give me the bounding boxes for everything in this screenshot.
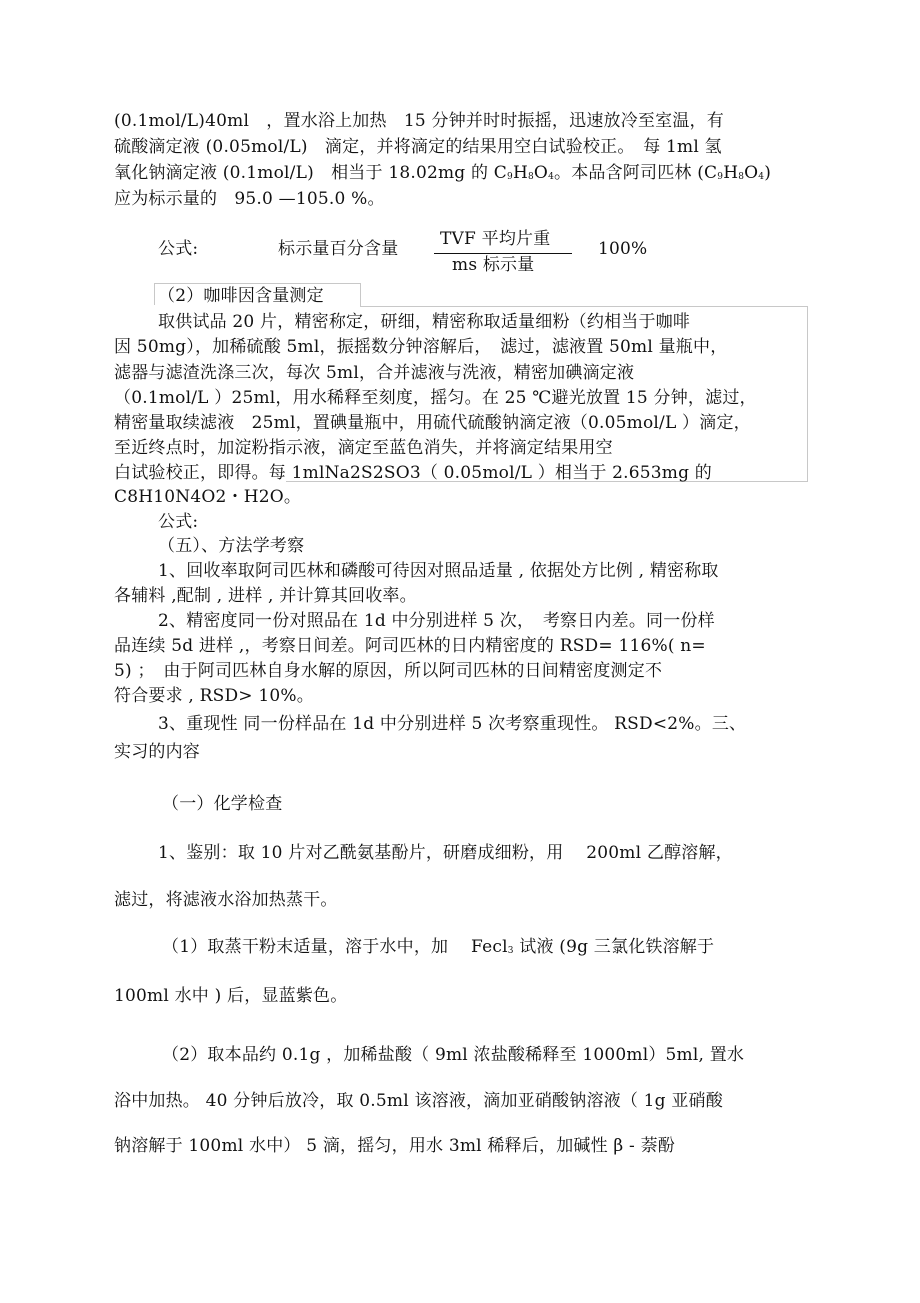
text-line: C8H10N4O2・H2O。: [114, 487, 302, 507]
box-rule: [360, 306, 808, 307]
text-run: 氧化钠滴定液 (0.1mol/L) 相当于 18.02mg 的 C: [114, 163, 508, 183]
box-rule: [154, 283, 360, 284]
text-line: 取供试品 20 片，精密称定，研细，精密称取适量细粉（约相当于咖啡: [158, 312, 691, 332]
text-line: (0.1mol/L)40ml ，置水浴上加热 15 分钟并时时振摇，迅速放冷至室温，有: [114, 111, 724, 131]
text-line: 因 50mg），加稀硫酸 5ml，振摇数分钟溶解后， 滤过，滤液置 50ml 量瓶中，: [114, 337, 728, 357]
subscript: 9: [507, 172, 513, 182]
text-line: （2）取本品约 0.1g ，加稀盐酸（ 9ml 浓盐酸稀释至 1000ml）5ml, 置水: [162, 1045, 745, 1065]
text-run: ): [764, 163, 772, 183]
text-line: 1、鉴别：取 10 片对乙酰氨基酚片，研磨成细粉，用 200ml 乙醇溶解，: [158, 843, 733, 863]
text-run: 试液 (9g 三氯化铁溶解于: [513, 937, 715, 957]
text-line: 应为标示量的 95.0 —105.0 %。: [114, 189, 385, 209]
text-line: 滤过，将滤液水浴加热蒸干。: [114, 890, 338, 910]
section-heading: （一）化学检查: [162, 794, 283, 814]
text-line: 品连续 5d 进样 ,，考察日间差。阿司匹林的日内精密度的 RSD= 116%( n=: [114, 636, 706, 656]
subscript: 4: [548, 172, 554, 182]
text-run: （1）取蒸干粉末适量，溶于水中，加 Fecl: [162, 937, 508, 957]
text-line: 精密量取续滤液 25ml，置碘量瓶中，用硫代硫酸钠滴定液（0.05mol/L ）滴定，: [114, 413, 751, 433]
text-run: H: [512, 163, 528, 183]
text-line: （0.1mol/L ）25ml，用水稀释至刻度，摇匀。在 25 ℃避光放置 15 分钟，滤过，: [114, 388, 757, 408]
text-line: 各辅料 ,配制 , 进样 , 并计算其回收率。: [114, 586, 417, 606]
subscript: 8: [527, 172, 534, 182]
box-rule: [154, 283, 155, 305]
text-run: O: [533, 163, 549, 183]
text-line: 至近终点时，加淀粉指示液，滴定至蓝色消失，并将滴定结果用空: [114, 438, 613, 458]
text-line: 浴中加热。 40 分钟后放冷，取 0.5ml 该溶液，滴加亚硝酸钠溶液（ 1g 亚硝酸: [114, 1091, 723, 1111]
text-line: 2、精密度同一份对照品在 1d 中分别进样 5 次， 考察日内差。同一份样: [158, 611, 715, 631]
formula-label: 公式:: [158, 512, 199, 532]
text-line: 3、重现性 同一份样品在 1d 中分别进样 5 次考察重现性。 RSD<2%。三、: [158, 714, 747, 734]
box-rule: [360, 283, 361, 306]
text-line: 滤器与滤渣洗涤三次，每次 5ml，合并滤液与洗液，精密加碘滴定液: [114, 363, 635, 383]
text-line: 1、回收率取阿司匹林和磷酸可待因对照品适量 , 依据处方比例 , 精密称取: [158, 561, 719, 581]
subscript: 4: [758, 172, 765, 182]
text-line: 实习的内容: [114, 742, 200, 762]
subscript: 8: [738, 172, 745, 182]
formula-denominator: ms 标示量: [452, 255, 535, 275]
formula-label: 公式:: [158, 239, 199, 259]
text-line: [114, 162, 771, 188]
section-heading: （五）、方法学考察: [158, 536, 305, 556]
text-line: [162, 936, 714, 962]
text-run: 。本品含阿司匹林 (C: [554, 163, 718, 183]
formula-lhs: 标示量百分含量: [278, 239, 399, 259]
text-run: H: [723, 163, 739, 183]
formula-factor: 100%: [598, 239, 648, 259]
subscript: 3: [507, 946, 514, 956]
text-line: 符合要求 , RSD> 10%。: [114, 686, 314, 706]
section-heading: （2）咖啡因含量测定: [158, 286, 324, 306]
text-line: 白试验校正，即得。每 1mlNa2S2SO3（ 0.05mol/L ）相当于 2.653mg 的: [114, 463, 713, 483]
subscript: 9: [717, 172, 724, 182]
text-line: 硫酸滴定液 (0.05mol/L) 滴定，并将滴定的结果用空白试验校正。 每 1ml 氢: [114, 137, 722, 157]
text-line: 钠溶解于 100ml 水中） 5 滴，摇匀，用水 3ml 稀释后，加碱性 β - 萘酚: [114, 1136, 675, 1156]
formula-numerator: TVF 平均片重: [440, 229, 551, 249]
box-rule: [807, 306, 808, 481]
text-run: O: [744, 163, 759, 183]
text-line: 5) ； 由于阿司匹林自身水解的原因，所以阿司匹林的日间精密度测定不: [114, 661, 663, 681]
text-line: 100ml 水中 ) 后，显蓝紫色。: [114, 986, 348, 1006]
